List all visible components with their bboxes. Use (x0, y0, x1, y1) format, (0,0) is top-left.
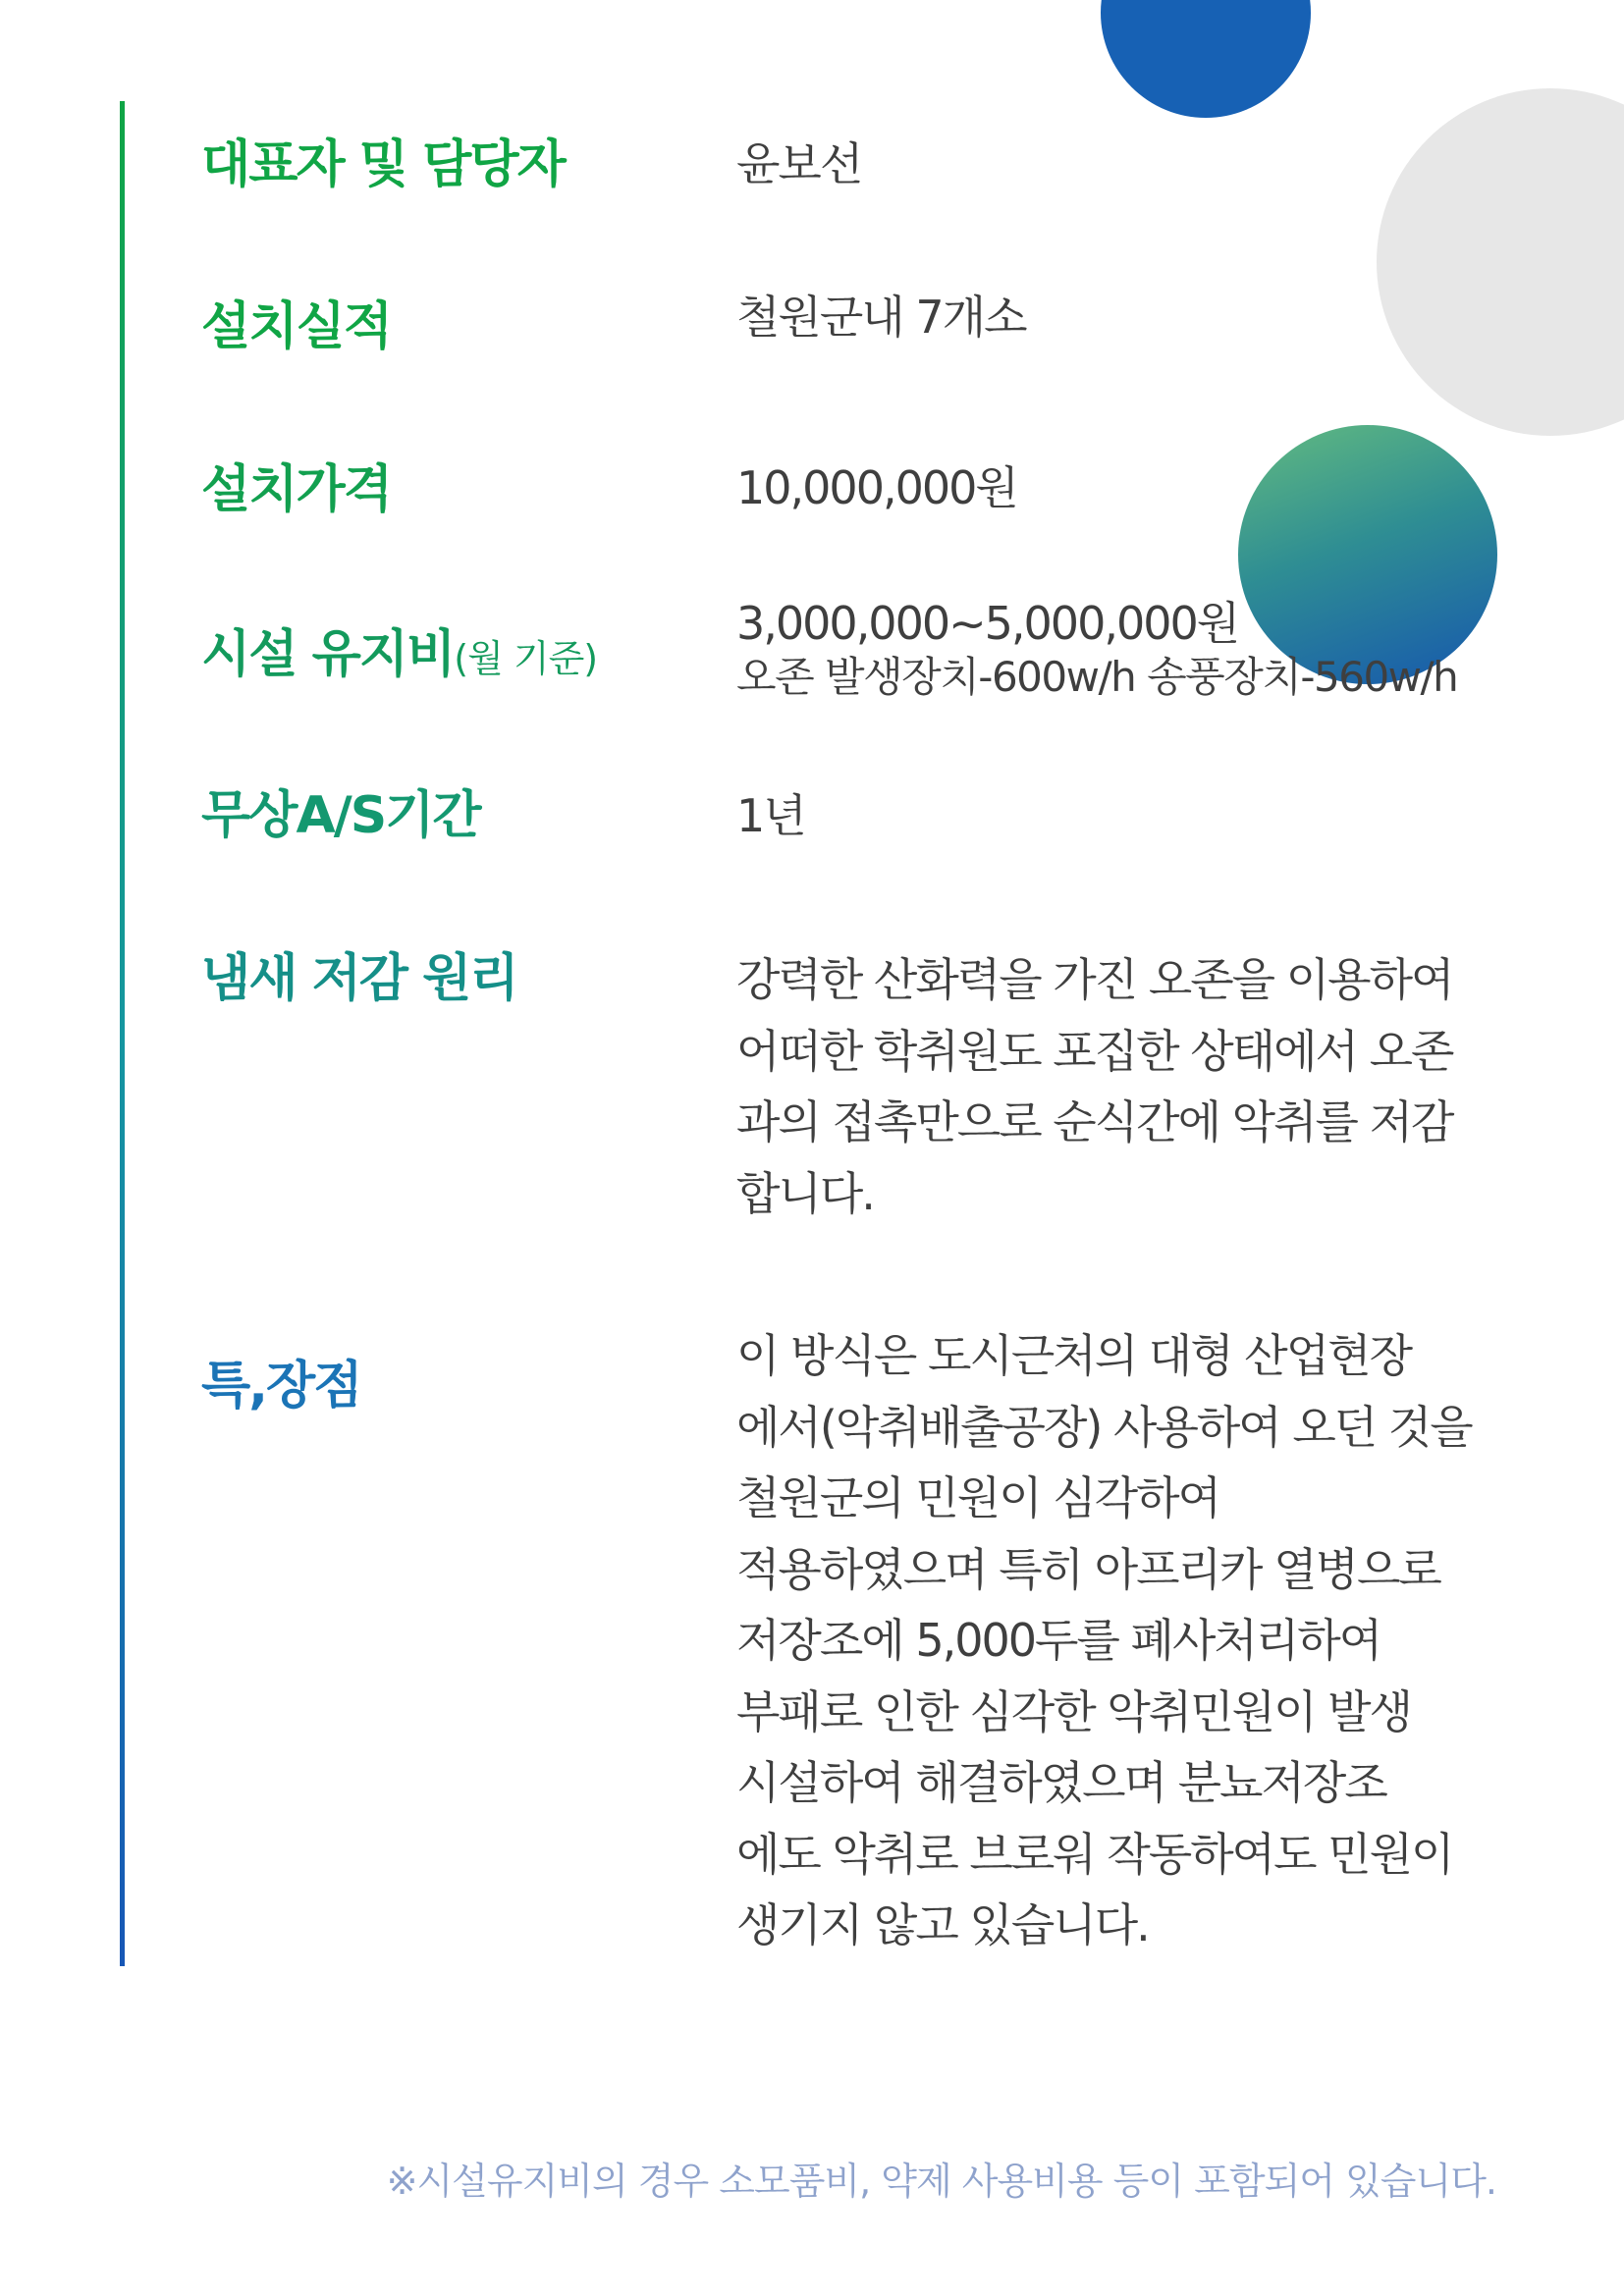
text-line: 생기지 않고 있습니다. (736, 1898, 1149, 1951)
label-features: 특,장점 (201, 1357, 361, 1415)
label-maintenance-cost-suffix: (월 기준) (454, 637, 598, 680)
text-line: 부패로 인한 심각한 악취민원이 발생 (736, 1684, 1412, 1738)
footnote: ※시설유지비의 경우 소모품비, 약제 사용비용 등이 포함되어 있습니다. (386, 2160, 1496, 2203)
decorative-gray-circle (1377, 88, 1624, 436)
value-representative: 윤보선 (736, 137, 862, 190)
vertical-accent-line (120, 101, 125, 1966)
value-maintenance-cost-range: 3,000,000~5,000,000원 (736, 597, 1239, 650)
label-maintenance-cost (201, 624, 597, 689)
text-line: 합니다. (736, 1166, 874, 1220)
text-line: 에서(악취배출공장) 사용하여 오던 것을 (736, 1400, 1472, 1454)
value-installation-price: 10,000,000원 (736, 461, 1017, 514)
text-line: 철원군의 민원이 심각하여 (736, 1471, 1220, 1524)
value-odor-reduction-principle (736, 944, 1452, 1229)
text-line: 어떠한 학취원도 포집한 상태에서 오존 (736, 1024, 1453, 1078)
label-maintenance-cost-main: 시설 유지비 (201, 625, 455, 684)
text-line: 에도 악취로 브로워 작동하여도 민원이 (736, 1827, 1453, 1881)
label-odor-reduction-principle: 냄새 저감 원리 (201, 949, 517, 1008)
value-installation-record: 철원군내 7개소 (736, 291, 1026, 344)
text-line: 강력한 산화력을 가진 오존을 이용하여 (736, 953, 1453, 1006)
text-line: 저장조에 5,000두를 폐사처리하여 (736, 1614, 1381, 1667)
text-line: 이 방식은 도시근처의 대형 산업현장 (736, 1329, 1412, 1382)
text-line: 시설하여 해결하였으며 분뇨저장조 (736, 1756, 1386, 1809)
value-maintenance-cost (736, 595, 1457, 703)
value-free-as-period: 1년 (736, 789, 805, 842)
value-features (736, 1320, 1472, 1961)
decorative-blue-circle (1101, 0, 1311, 118)
text-line: 과의 접촉만으로 순식간에 악취를 저감 (736, 1095, 1453, 1148)
label-representative: 대표자 및 담당자 (201, 135, 565, 194)
label-free-as-period: 무상A/S기간 (201, 786, 480, 845)
text-line: 적용하였으며 특히 아프리카 열병으로 (736, 1542, 1440, 1596)
label-installation-record: 설치실적 (201, 297, 391, 356)
label-installation-price: 설치가격 (201, 460, 391, 519)
value-maintenance-power: 오존 발생장치-600w/h 송풍장치-560w/h (736, 653, 1458, 701)
